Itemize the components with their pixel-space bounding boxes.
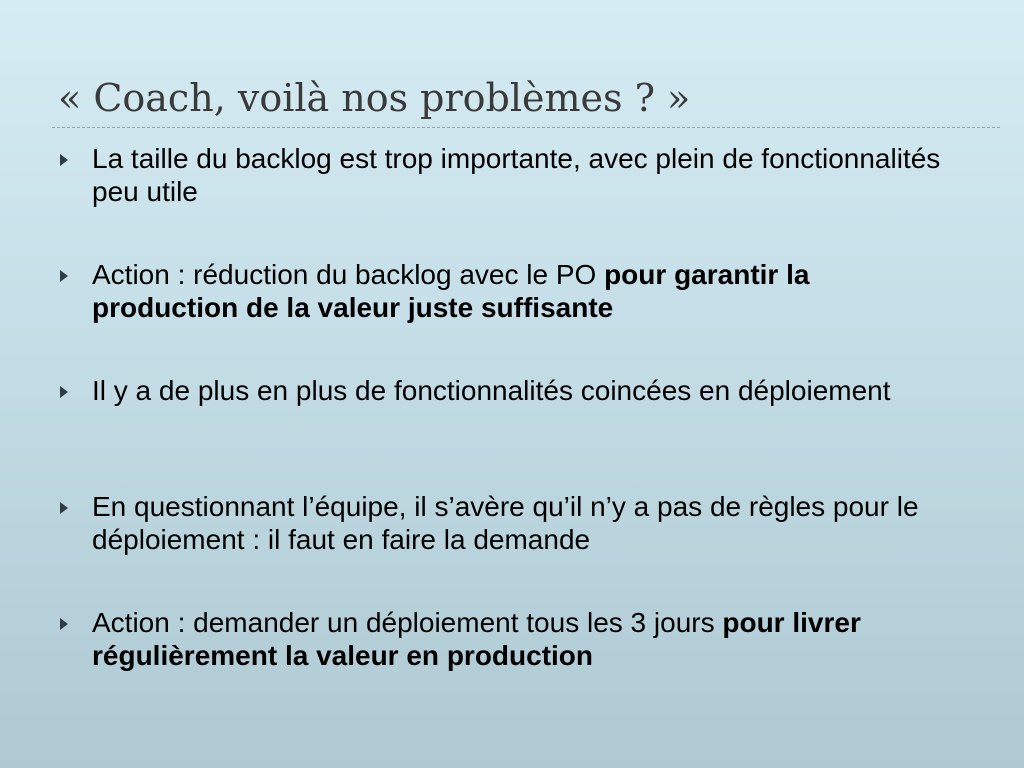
triangle-right-icon (60, 154, 68, 166)
bullet-bold-text: pour livrer régulièrement la valeur en production (92, 607, 861, 671)
bullet-text: La taille du backlog est trop importante, avec plein de fonctionnalités peu utile (92, 143, 941, 207)
triangle-right-icon (60, 270, 68, 282)
bullet-item (60, 606, 950, 676)
bullet-text: Il y a de plus en plus de fonctionnalités coincées en déploiement (92, 375, 891, 406)
bullet-text: En questionnant l’équipe, il s’avère qu’il n’y a pas de règles pour le déploiement : il faut en faire la demande (92, 491, 919, 555)
triangle-right-icon (60, 618, 68, 630)
bullet-item (60, 258, 950, 374)
bullet-item (60, 490, 950, 606)
title-divider (52, 127, 1000, 128)
triangle-right-icon (60, 502, 68, 514)
bullet-text: Action : demander un déploiement tous les 3 jours (92, 607, 723, 638)
triangle-right-icon (60, 386, 68, 398)
bullet-bold-text: pour garantir la production de la valeur juste suffisante (92, 259, 810, 323)
bullet-text: Action : réduction du backlog avec le PO (92, 259, 605, 290)
bullet-item (60, 142, 950, 258)
bullet-item (60, 374, 950, 490)
slide-title: « Coach, voilà nos problèmes ? » (58, 76, 691, 120)
bullet-list (60, 142, 950, 676)
